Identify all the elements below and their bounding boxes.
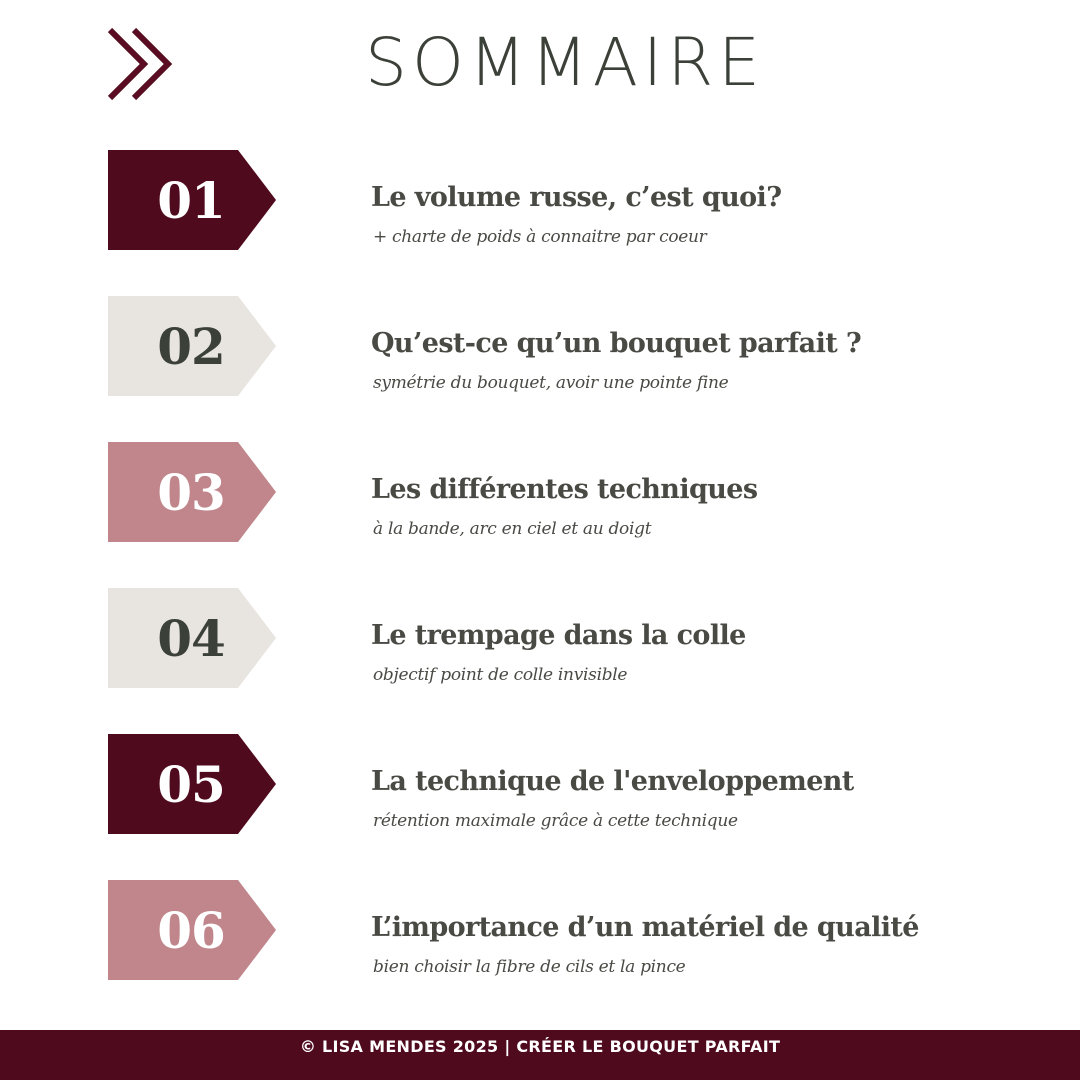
toc-item-02 [108,296,1008,396]
number-badge [108,296,276,396]
item-heading: L’importance d’un matériel de qualité [371,912,919,943]
item-subtitle: objectif point de colle invisible [373,665,628,685]
item-subtitle: à la bande, arc en ciel et au doigt [373,519,652,539]
number-badge [108,442,276,542]
item-heading: Le trempage dans la colle [371,620,746,651]
number-badge [108,734,276,834]
item-subtitle: + charte de poids à connaitre par coeur [373,227,707,247]
toc-item-06 [108,880,1008,980]
toc-item-05 [108,734,1008,834]
number-badge [108,880,276,980]
item-subtitle: symétrie du bouquet, avoir une pointe fine [373,373,729,393]
item-number: 04 [157,608,225,668]
number-badge [108,588,276,688]
item-heading: La technique de l'enveloppement [371,766,854,797]
item-heading: Le volume russe, c’est quoi? [371,182,782,213]
item-subtitle: bien choisir la fibre de cils et la pince [373,957,686,977]
item-heading: Qu’est-ce qu’un bouquet parfait ? [371,328,862,359]
number-badge [108,150,276,250]
item-number: 03 [157,462,225,522]
toc-item-01 [108,150,1008,250]
page-title: SOMMAIRE [365,24,765,101]
footer-copyright: © LISA MENDES 2025 | CRÉER LE BOUQUET PARFAIT [0,1030,1080,1080]
item-number: 05 [157,754,225,814]
toc-item-03 [108,442,1008,542]
item-number: 01 [157,170,225,230]
item-number: 06 [157,900,225,960]
item-number: 02 [157,316,225,376]
item-subtitle: rétention maximale grâce à cette technique [373,811,738,831]
item-heading: Les différentes techniques [371,474,758,505]
toc-item-04 [108,588,1008,688]
